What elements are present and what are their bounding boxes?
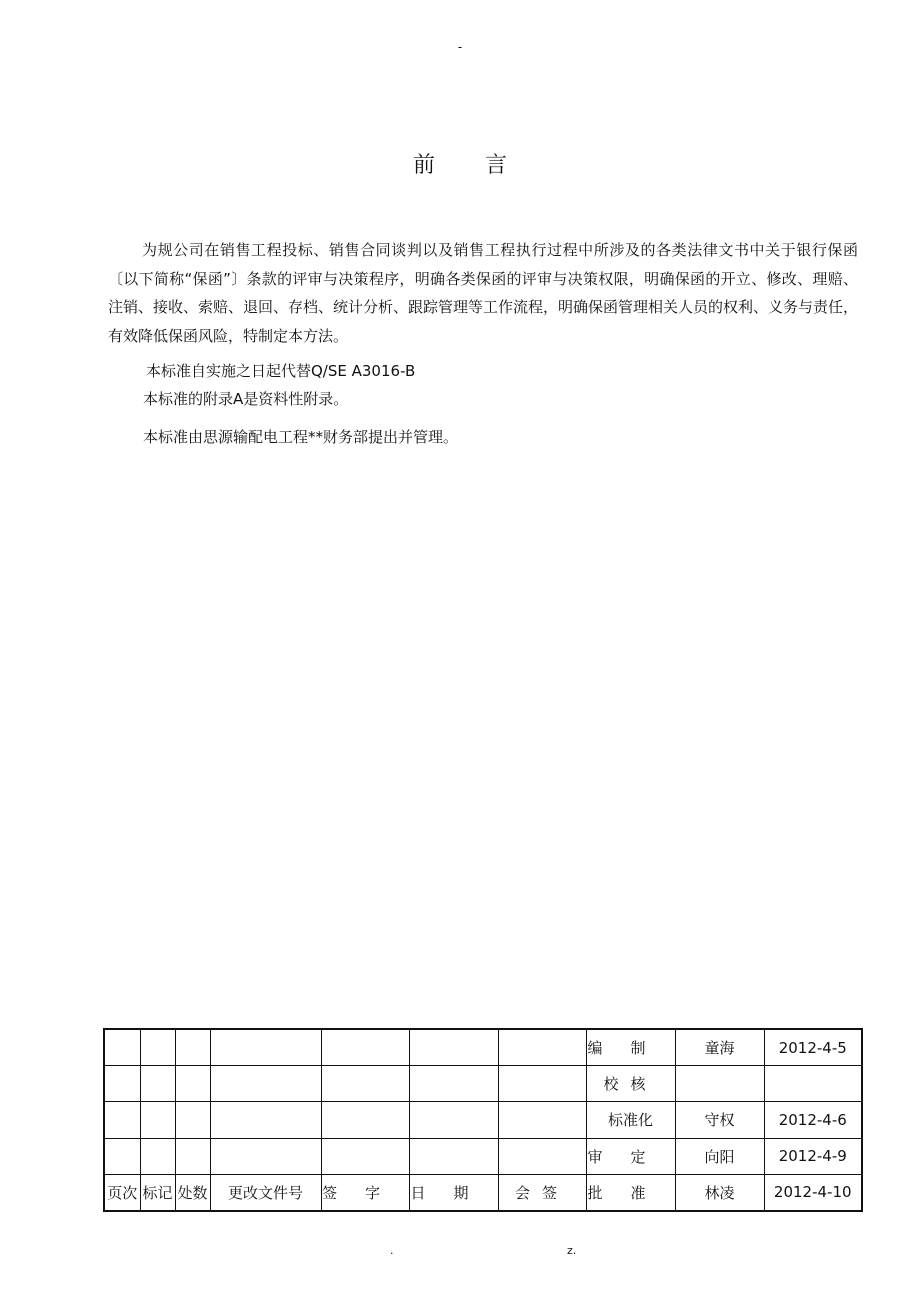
approval-table [103, 1028, 863, 1212]
title-char-2: 言 [485, 153, 508, 178]
name-cell: 守权 [675, 1102, 764, 1138]
table-row [104, 1138, 862, 1174]
role-cell: 编制 [586, 1029, 675, 1066]
title-char-1: 前 [412, 153, 435, 178]
date-cell: 2012-4-9 [764, 1138, 862, 1174]
header-cell-date: 日期 [409, 1174, 498, 1211]
name-cell: 向阳 [675, 1138, 764, 1174]
footer-mark-left: . [390, 1244, 394, 1257]
footer-mark-right: z. [567, 1244, 577, 1257]
role-cell: 标准化 [586, 1102, 675, 1138]
header-cell-signature: 签字 [321, 1174, 409, 1211]
table-row [104, 1029, 862, 1066]
role-cell: 校核 [586, 1066, 675, 1102]
date-cell: 2012-4-10 [764, 1174, 862, 1211]
appendix-statement: 本标准的附录A是资料性附录。 [143, 390, 349, 408]
date-cell [764, 1066, 862, 1102]
name-cell: 林凌 [675, 1174, 764, 1211]
role-cell: 审定 [586, 1138, 675, 1174]
header-cell-page: 页次 [104, 1174, 140, 1211]
replacement-statement: 本标准自实施之日起代替Q/SE A3016-B [146, 362, 416, 380]
table-row [104, 1174, 862, 1211]
table-row [104, 1102, 862, 1138]
header-mark: - [457, 40, 463, 54]
management-statement: 本标准由思源输配电工程**财务部提出并管理。 [143, 428, 459, 446]
header-cell-count: 处数 [175, 1174, 210, 1211]
table-row [104, 1066, 862, 1102]
date-cell: 2012-4-6 [764, 1102, 862, 1138]
name-cell [675, 1066, 764, 1102]
role-cell: 批准 [586, 1174, 675, 1211]
header-cell-countersign: 会签 [498, 1174, 586, 1211]
page-title [0, 148, 920, 179]
name-cell: 童海 [675, 1029, 764, 1066]
preface-paragraph: 为规公司在销售工程投标、销售合同谈判以及销售工程执行过程中所涉及的各类法律文书中关于银行保函〔以下简称“保函”〕条款的评审与决策程序，明确各类保函的评审与决策权限，明确保函的开立、修改、理赔、注销、接收、索赔、退回、存档、统计分析、跟踪管理等工作流程，明确保函管理相关人员的权利、义务与责任，有效降低保函风险，特制定本方法。 [108, 241, 859, 345]
header-cell-change-doc: 更改文件号 [210, 1174, 321, 1211]
header-cell-mark: 标记 [140, 1174, 175, 1211]
date-cell: 2012-4-5 [764, 1029, 862, 1066]
